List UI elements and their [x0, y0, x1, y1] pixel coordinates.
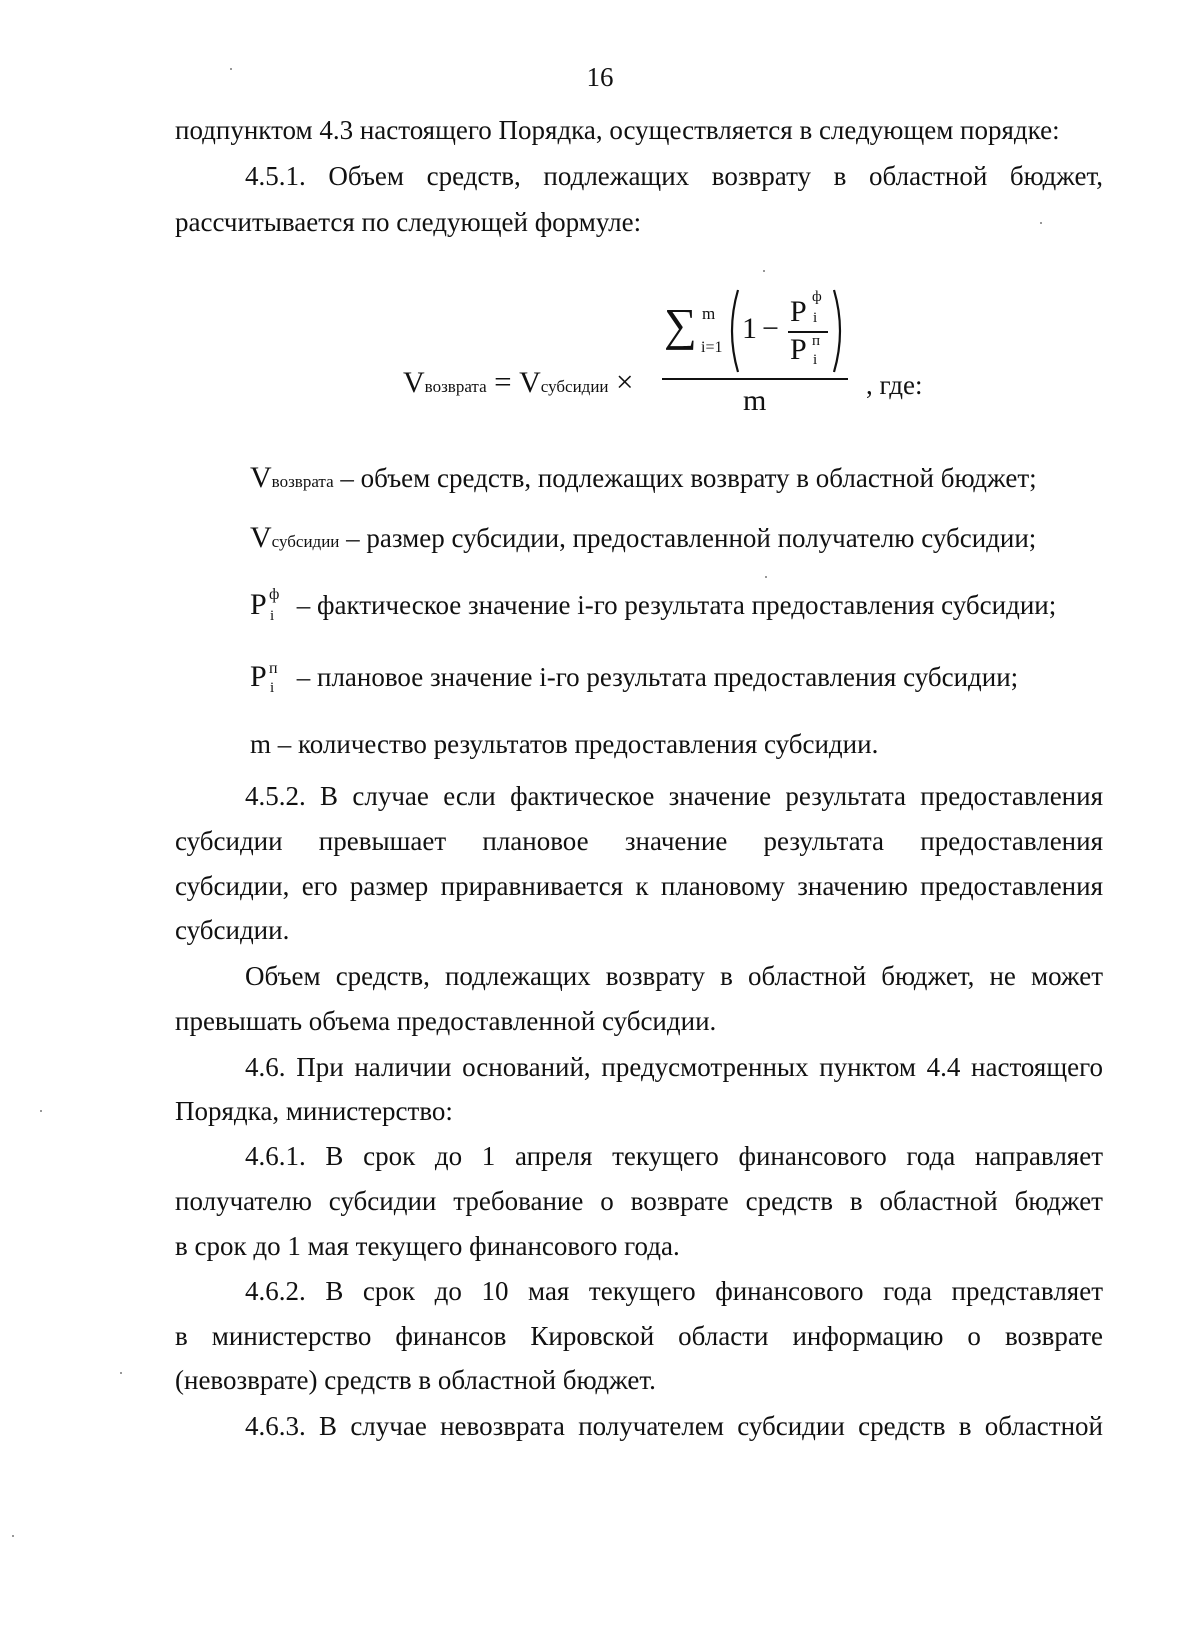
- scan-speck: [120, 1372, 122, 1374]
- p-symbol: P: [790, 333, 807, 366]
- definition-v-return: [250, 462, 1037, 498]
- text-line: превышать объема предоставленной субсидии.: [175, 1006, 717, 1036]
- formula-minus: −: [762, 312, 779, 345]
- text-line: рассчитывается по следующей формуле:: [175, 207, 642, 237]
- sum-upper-limit: m: [702, 304, 716, 323]
- page-number: 16: [586, 62, 614, 92]
- text-line: (невозврате) средств в областной бюджет.: [175, 1365, 656, 1395]
- def-text: – фактическое значение i-го результата предоставления субсидии;: [296, 590, 1057, 620]
- def-superscript: п: [269, 660, 278, 677]
- sum-lower-limit: i=1: [701, 339, 723, 356]
- def-symbol: P: [250, 588, 267, 621]
- formula-one: 1: [742, 312, 757, 345]
- scan-speck: [765, 576, 767, 578]
- p-symbol: P: [790, 295, 807, 328]
- definition-v-subsidy: [250, 522, 1036, 558]
- def-text: – объем средств, подлежащих возврату в областной бюджет;: [340, 463, 1037, 493]
- fraction-p-plan: [790, 333, 807, 367]
- definition-p-fact: [250, 586, 1057, 624]
- text-line: 4.5.2. В случае если фактическое значение результата предоставления: [245, 781, 1103, 811]
- def-index: i: [270, 608, 275, 624]
- text-line: 4.6.3. В случае невозврата получателем субсидии средств в областной: [245, 1411, 1103, 1441]
- def-subscript: возврата: [271, 472, 334, 491]
- scan-speck: [12, 1535, 14, 1537]
- formula-v: V: [403, 366, 425, 399]
- text-line: 4.6.1. В срок до 1 апреля текущего финансового года направляет: [245, 1141, 1103, 1171]
- formula-sub-return: возврата: [424, 377, 487, 396]
- formula-where: , где:: [866, 370, 923, 400]
- text-line: субсидии, его размер приравнивается к плановому значению предоставления: [175, 871, 1103, 901]
- def-symbol-block: [250, 586, 290, 624]
- formula-equals: =: [494, 364, 512, 399]
- text-line: в срок до 1 мая текущего финансового года.: [175, 1231, 680, 1261]
- text-line: субсидии.: [175, 915, 290, 945]
- formula-times: ×: [616, 364, 634, 399]
- p-plan-superscript: п: [812, 333, 821, 349]
- sigma-symbol: ∑: [664, 299, 697, 350]
- scan-speck: [40, 1110, 42, 1112]
- definition-p-plan: [250, 660, 1019, 696]
- text-line: подпунктом 4.3 настоящего Порядка, осуществляется в следующем порядке:: [175, 115, 1060, 145]
- def-symbol-block: [250, 660, 290, 696]
- def-symbol: V: [250, 461, 272, 494]
- text-line: в министерство финансов Кировской области информацию о возврате: [175, 1321, 1103, 1351]
- p-plan-index: i: [813, 352, 818, 368]
- return-formula: [0, 0, 1200, 460]
- p-fact-index: i: [813, 310, 818, 326]
- text-line: субсидии превышает плановое значение результата предоставления: [175, 826, 1103, 856]
- text-line: 4.6.2. В срок до 10 мая текущего финансового года представляет: [245, 1276, 1103, 1306]
- main-fraction-bar: [662, 378, 848, 380]
- scan-speck: [763, 270, 765, 272]
- text-line: Объем средств, подлежащих возврату в областной бюджет, не может: [245, 961, 1103, 991]
- def-subscript: субсидии: [271, 532, 340, 551]
- formula-v: V: [519, 366, 541, 399]
- scan-speck: [230, 68, 232, 70]
- def-text: – размер субсидии, предоставленной получателю субсидии;: [346, 523, 1037, 553]
- text-line: 4.5.1. Объем средств, подлежащих возврату в областной бюджет,: [245, 161, 1103, 191]
- def-superscript: ф: [269, 586, 280, 603]
- formula-lhs: [403, 365, 634, 404]
- def-text: – плановое значение i-го результата предоставления субсидии;: [296, 662, 1019, 692]
- formula-sub-subsidy: субсидии: [540, 377, 609, 396]
- definition-m: m – количество результатов предоставления субсидии.: [250, 729, 879, 759]
- fraction-p-fact: [790, 295, 807, 329]
- formula-denominator: m: [743, 384, 767, 417]
- scan-speck: [1040, 222, 1042, 224]
- def-symbol: P: [250, 660, 267, 693]
- text-line: Порядка, министерство:: [175, 1096, 453, 1126]
- text-line: 4.6. При наличии оснований, предусмотренных пунктом 4.4 настоящего: [245, 1052, 1103, 1082]
- def-index: i: [270, 680, 275, 696]
- text-line: получателю субсидии требование о возврате средств в областной бюджет: [175, 1186, 1103, 1216]
- p-fact-superscript: ф: [812, 289, 822, 305]
- def-symbol: V: [250, 521, 272, 554]
